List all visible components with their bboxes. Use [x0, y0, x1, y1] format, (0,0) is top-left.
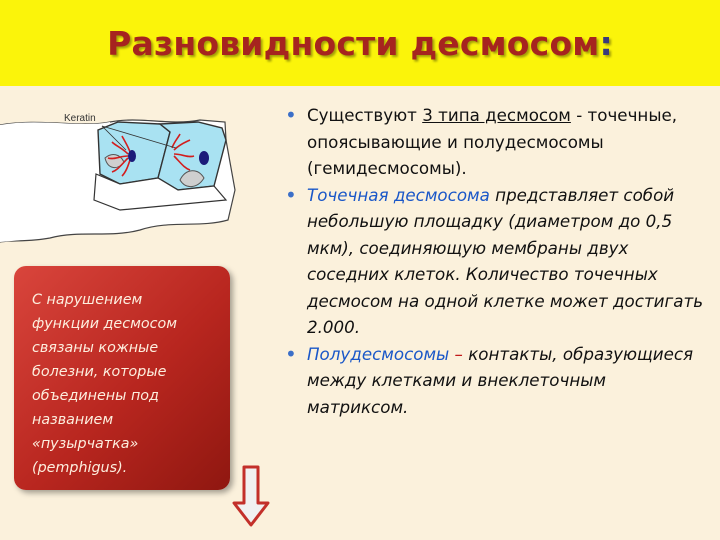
bullet-item-spot-desmosome — [285, 182, 710, 341]
bullet-underlined-text: 3 типа десмосом — [422, 105, 571, 125]
bullet-list — [285, 102, 710, 420]
bullet-item-types — [285, 102, 710, 182]
note-line: объединены под — [32, 388, 159, 404]
bullet-text: представляет собой небольшую площадку (диаметром до 0,5 мкм), соединяющую мембраны двух соседних клеток. Количество точечных десмосом на одной клетке может достигать 2.000. — [307, 184, 704, 337]
note-line: связаны кожные — [32, 340, 159, 356]
desmosome-illustration — [0, 100, 262, 260]
note-line: болезни, которые — [32, 364, 167, 380]
bullet-text: Существуют — [307, 105, 423, 125]
bullet-icon: • — [285, 182, 297, 207]
note-line: функции десмосом — [32, 316, 177, 332]
bullet-highlight-text: Полудесмосомы — [307, 343, 450, 364]
keratin-label: Keratin — [64, 113, 96, 124]
bullet-item-hemidesmosomes — [285, 341, 710, 421]
bullet-highlight-text: Точечная десмосома — [307, 184, 490, 205]
note-line: (pemphigus). — [32, 460, 128, 476]
note-line: названием — [32, 412, 114, 428]
title-text: Разновидности десмосом — [107, 23, 600, 63]
bullet-text: - точечные, опоясывающие и полудесмосомы (гемидесмосомы). — [307, 105, 678, 178]
note-text — [32, 288, 218, 480]
pemphigus-note-box — [14, 266, 230, 490]
bullet-icon: • — [285, 341, 297, 366]
bullet-text: контакты, образующиеся между клетками и внеклеточным матриксом. — [307, 343, 694, 417]
bullet-icon: • — [285, 103, 297, 127]
title-colon: : — [599, 23, 613, 63]
note-line: «пузырчатка» — [32, 436, 139, 452]
slide-title — [107, 24, 613, 63]
title-bar — [0, 0, 720, 86]
note-line: С нарушением — [32, 292, 143, 308]
down-arrow-icon — [231, 465, 271, 529]
bullet-dash: – — [449, 343, 469, 364]
